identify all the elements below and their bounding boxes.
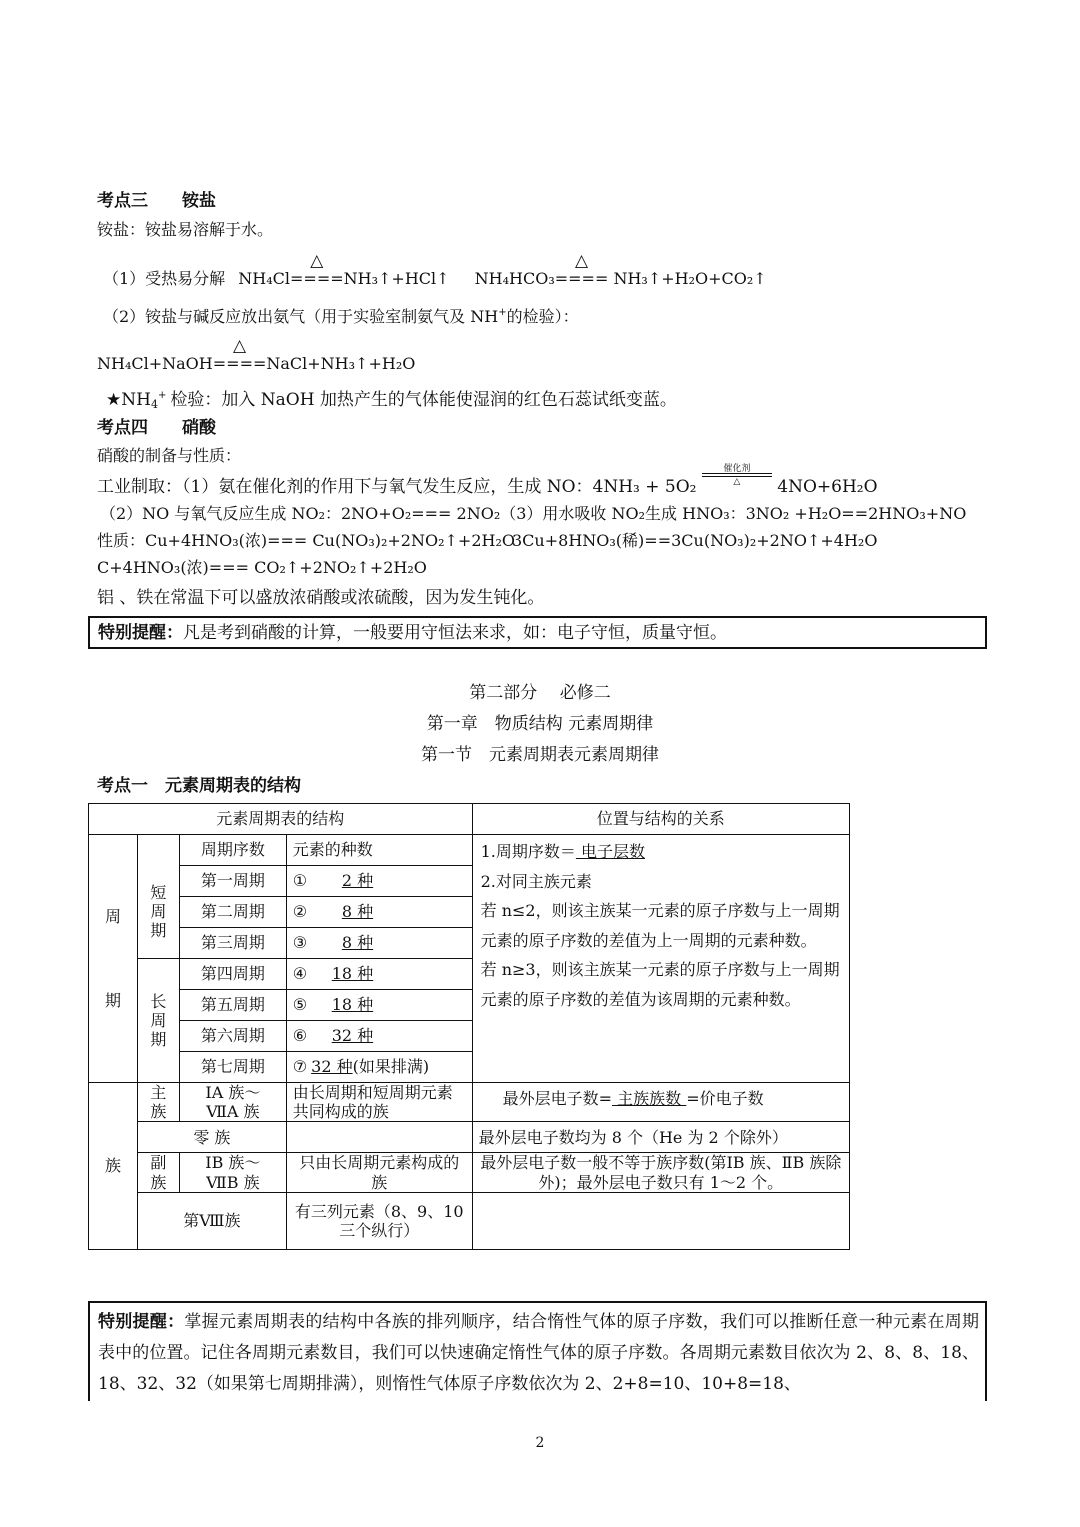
- period-name: 第三周期: [179, 928, 286, 959]
- reminder-box-nitric: [88, 616, 987, 649]
- period-count: ② 8 种: [286, 897, 472, 928]
- header-relation: 位置与结构的关系: [472, 804, 849, 835]
- period-name: 第七周期: [179, 1052, 286, 1083]
- industrial-prep: 工业制取：（1）氨在催化剂的作用下与氧气发生反应，生成 NO：4NH₃ + 5O₂ 催化剂 △ 4NO+6H₂O: [97, 464, 878, 497]
- heat-condition-1: △ ====: [290, 251, 344, 288]
- main-group-range: ⅠA 族～ ⅦA 族: [179, 1083, 286, 1122]
- eq1-right: NH₃↑+HCl↑: [343, 269, 450, 288]
- short-period-label: 短 周 期: [137, 866, 179, 959]
- group-viii-desc: 有三列元素（8、9、10 三个纵行）: [286, 1192, 472, 1249]
- period-count: ① 2 种: [286, 866, 472, 897]
- ammonium-test-note: $★NH_4^+$ 检验：加入 NaOH 加热产生的气体能使湿润的红色石蕊试纸变蓝。: [106, 390, 677, 411]
- nitric-line-2: （2）NO 与氧气反应生成 NO₂：2NO+O₂=== 2NO₂（3）用水吸收 NO₂生成 HNO₃：3NO₂ +H₂O==2HNO₃+NO: [100, 504, 967, 523]
- sub-group-label: 副 族: [137, 1153, 179, 1192]
- reminder-label: 特别提醒：: [98, 623, 183, 643]
- page-number: 2: [535, 1435, 545, 1451]
- item1-label: （1）受热易分解: [103, 269, 226, 288]
- period-count: ③ 8 种: [286, 928, 472, 959]
- main-group-label: 主 族: [137, 1083, 179, 1122]
- sub-header-count: 元素的种数: [286, 835, 472, 866]
- sub-group-range: ⅠB 族～ ⅦB 族: [179, 1153, 286, 1192]
- part-title: 第二部分 必修二: [469, 683, 611, 703]
- nitric-property-3: C+4HNO₃(浓)=== CO₂↑+2NO₂↑+2H₂O: [97, 558, 427, 577]
- long-period-label: 长 周 期: [137, 959, 179, 1083]
- group-label: 族: [89, 1083, 138, 1250]
- heat-triangle-icon: △: [310, 251, 324, 271]
- zero-group-relation: 最外层电子数均为 8 个（He 为 2 个除外）: [472, 1122, 849, 1153]
- section-heading-nitric-acid: 考点四 硝酸: [97, 418, 216, 438]
- section-title: 第一节 元素周期表元素周期律: [421, 745, 659, 765]
- section-heading-periodic-table: 考点一 元素周期表的结构: [97, 776, 301, 796]
- reminder-text: 掌握元素周期表的结构中各族的排列顺序，结合惰性气体的原子序数，我们可以推断任意一种元素在周期表中的位置。记住各周期元素数目，我们可以快速确定惰性气体的原子序数。各周期元素数目依次为 2、8、8、18、18、32、32（如果第七周期排满），则惰性气体原子序数依次为 2、2+8=10、10+8=18、: [98, 1312, 980, 1394]
- period-name: 第一周期: [179, 866, 286, 897]
- period-name: 第四周期: [179, 959, 286, 990]
- period-name: 第五周期: [179, 990, 286, 1021]
- header-structure: 元素周期表的结构: [89, 804, 473, 835]
- period-count: ④ 18 种: [286, 959, 472, 990]
- reminder-box-periodic: [88, 1301, 987, 1401]
- sub-group-desc: 只由长周期元素构成的族: [286, 1153, 472, 1192]
- period-name: 第二周期: [179, 897, 286, 928]
- eq2-right: NH₃↑+H₂O+CO₂↑: [613, 269, 767, 288]
- reminder-text: 凡是考到硝酸的计算，一般要用守恒法来求，如：电子守恒，质量守恒。: [183, 623, 727, 643]
- section-heading-ammonium: 考点三 铵盐: [97, 191, 216, 211]
- group-viii-relation: [472, 1192, 849, 1249]
- blank-main-group-number: 主族族数: [612, 1089, 687, 1108]
- period-relation-cell: 1.周期序数＝ 电子层数 2.对同主族元素 若 n≤2，则该主族某一元素的原子序数与上一周期元素的原子序数的差值为上一周期的元素种数。 若 n≥3，则该主族某一元素的原子序数与上一周期元素的原子序数的差值为该周期的元素种数。: [472, 835, 849, 1083]
- period-count: ⑤ 18 种: [286, 990, 472, 1021]
- passivation-note: 铝 、铁在常温下可以盛放浓硝酸或浓硫酸，因为发生钝化。: [97, 588, 545, 608]
- eq1-left: NH₄Cl: [238, 269, 291, 288]
- heat-condition-3: △ ====: [212, 336, 267, 373]
- heat-triangle-icon: △: [575, 251, 589, 271]
- ammonium-base-equation: NH₄Cl+NaOH △ ====NaCl+NH₃↑+H₂O: [97, 336, 416, 373]
- sub-group-relation: 最外层电子数一般不等于族序数(第ⅠB 族、ⅡB 族除外)；最外层电子数只有 1～2 个。: [472, 1153, 849, 1192]
- nitric-property-2: 3Cu+8HNO₃(稀)==3Cu(NO₃)₂+2NO↑+4H₂O: [512, 531, 878, 550]
- main-group-relation: 最外层电子数= 主族族数 =价电子数: [472, 1083, 849, 1122]
- catalyst-condition: 催化剂 △: [702, 479, 772, 496]
- heat-triangle-icon: △: [233, 336, 247, 356]
- reminder-label: 特别提醒：: [98, 1312, 185, 1332]
- blank-electron-shells: 电子层数: [575, 842, 645, 861]
- main-group-desc: 由长周期和短周期元素共同构成的族: [286, 1083, 472, 1122]
- period-count: ⑦ 32 种 (如果排满): [286, 1052, 472, 1083]
- period-count: ⑥ 32 种: [286, 1021, 472, 1052]
- ammonium-intro: 铵盐：铵盐易溶解于水。: [97, 220, 274, 239]
- heat-condition-2: △ ====: [554, 251, 609, 288]
- chapter-title: 第一章 物质结构 元素周期律: [426, 714, 654, 734]
- ammonium-item-1: [103, 251, 767, 288]
- periodic-structure-table: [88, 803, 850, 1250]
- period-label: 周 期: [89, 835, 138, 1083]
- ammonium-item-2: （2）铵盐与碱反应放出氨气（用于实验室制氨气及 NH+的检验）：: [103, 307, 579, 326]
- nitric-intro: 硝酸的制备与性质：: [97, 446, 242, 465]
- zero-group-label: 零 族: [137, 1122, 286, 1153]
- zero-group-desc: [286, 1122, 472, 1153]
- group-viii-label: 第Ⅷ族: [137, 1192, 286, 1249]
- eq2-left: NH₄HCO₃: [474, 269, 555, 288]
- period-name: 第六周期: [179, 1021, 286, 1052]
- sub-header-period: 周期序数: [179, 835, 286, 866]
- nitric-property-1: 性质：Cu+4HNO₃(浓)=== Cu(NO₃)₂+2NO₂↑+2H₂O: [97, 531, 515, 550]
